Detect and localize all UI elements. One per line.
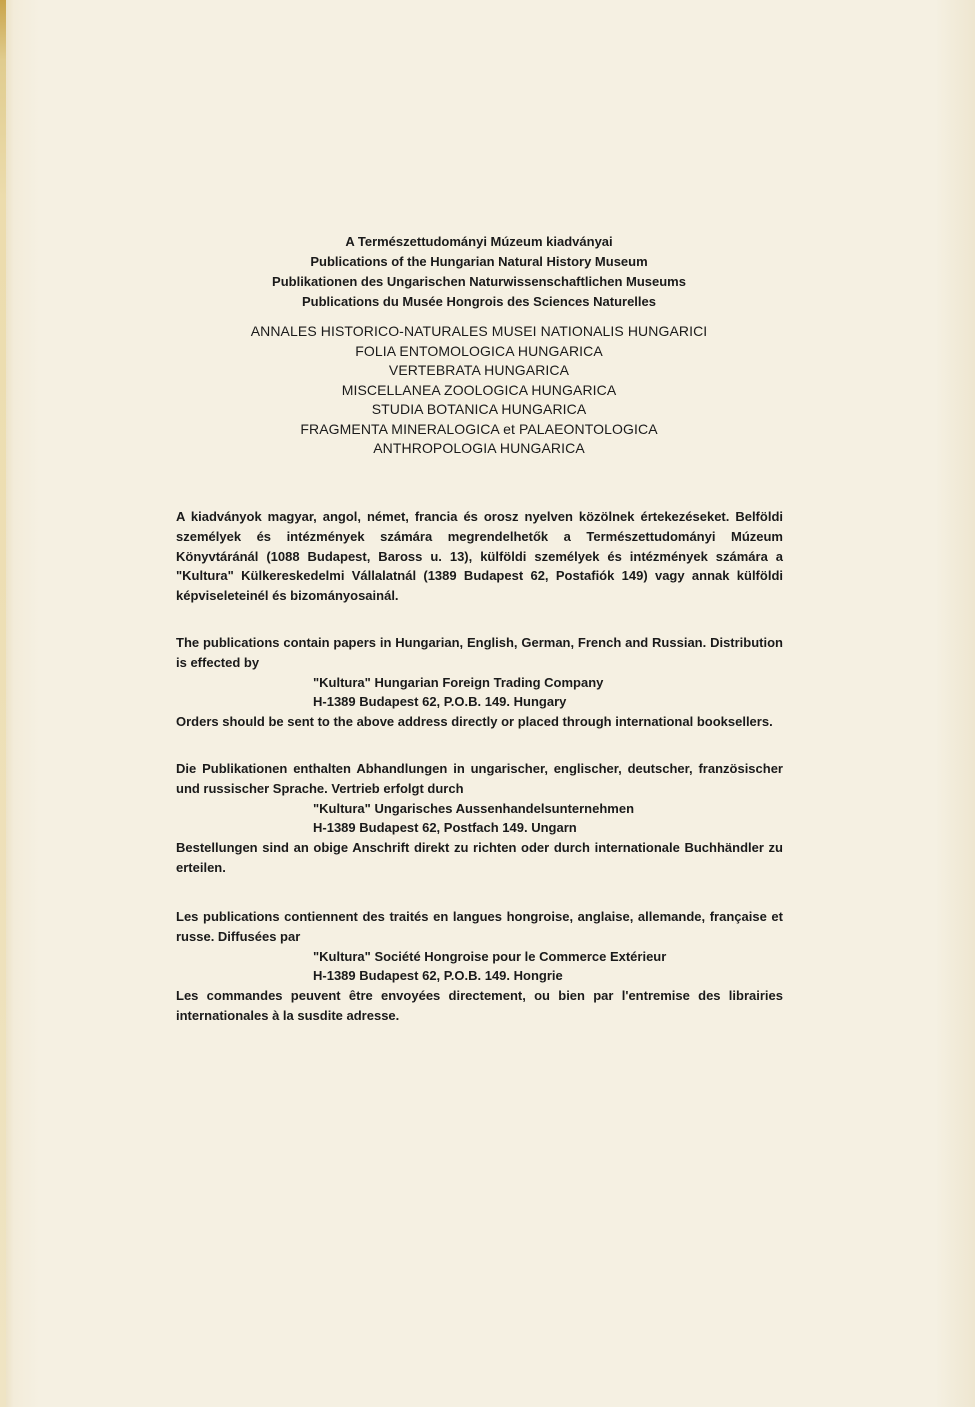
french-address-line-1: "Kultura" Société Hongroise pour le Commerce Extérieur (313, 948, 667, 964)
series-title: VERTEBRATA HUNGARICA (388, 362, 570, 378)
french-outro: Les commandes peuvent être envoyées directement, ou bien par l'entremise des librairies internationales à la susdite adresse. (176, 988, 783, 1023)
series-title: ANTHROPOLOGIA HUNGARICA (373, 440, 585, 456)
publisher-line-french: Publications du Musée Hongrois des Sciences Naturelles (302, 294, 656, 309)
english-intro: The publications contain papers in Hungarian, English, German, French and Russian. Distribution is effected by (176, 635, 783, 670)
english-paragraph (176, 633, 783, 732)
series-title: STUDIA BOTANICA HUNGARICA (371, 401, 587, 417)
german-intro: Die Publikationen enthalten Abhandlungen in ungarischer, englischer, deutscher, französischer und russischer Sprache. Vertrieb erfolgt durch (176, 761, 783, 796)
german-address-line-2: H-1389 Budapest 62, Postfach 149. Ungarn (313, 820, 577, 836)
french-paragraph (176, 907, 783, 1026)
german-address-line-1: "Kultura" Ungarisches Aussenhandelsunternehmen (313, 800, 635, 816)
english-outro: Orders should be sent to the above address directly or placed through international booksellers. (176, 714, 773, 730)
german-outro: Bestellungen sind an obige Anschrift direkt zu richten oder durch internationale Buchhändler zu erteilen. (176, 840, 783, 875)
english-address-line-2: H-1389 Budapest 62, P.O.B. 149. Hungary (313, 694, 567, 710)
hungarian-text: A kiadványok magyar, angol, német, francia és orosz nyelven közölnek értekezéseket. Belföldi személyek és intézmények számára megrendelhetők a Természettudományi Múzeum Könyvtáránál (1088 Budapest, Baross u. 13), külföldi személyek és intézmények számára a "Kultura" Külkereskedelmi Vállalatnál (1389 Budapest 62, Postafiók 149) vagy annak külföldi képviseleteinél és bizományosainál. (176, 509, 783, 604)
series-title: ANNALES HISTORICO-NATURALES MUSEI NATIONALIS HUNGARICI (250, 323, 708, 339)
series-title: FOLIA ENTOMOLOGICA HUNGARICA (355, 342, 603, 359)
series-title: MISCELLANEA ZOOLOGICA HUNGARICA (341, 381, 617, 398)
german-paragraph (176, 759, 783, 878)
publisher-line-english: Publications of the Hungarian Natural History Museum (310, 254, 648, 269)
publisher-line-german: Publikationen des Ungarischen Naturwissenschaftlichen Museums (272, 274, 686, 289)
page-edge (0, 0, 6, 1407)
french-intro: Les publications contiennent des traités en langues hongroise, anglaise, allemande, française et russe. Diffusées par (176, 909, 783, 944)
french-address-line-2: H-1389 Budapest 62, P.O.B. 149. Hongrie (313, 968, 563, 984)
publisher-block (0, 232, 958, 312)
hungarian-paragraph (176, 507, 783, 606)
series-title: FRAGMENTA MINERALOGICA et PALAEONTOLOGICA (300, 420, 658, 437)
series-list (0, 322, 958, 459)
english-address-line-1: "Kultura" Hungarian Foreign Trading Company (313, 674, 604, 690)
publisher-line-hungarian: A Természettudományi Múzeum kiadványai (345, 234, 613, 249)
